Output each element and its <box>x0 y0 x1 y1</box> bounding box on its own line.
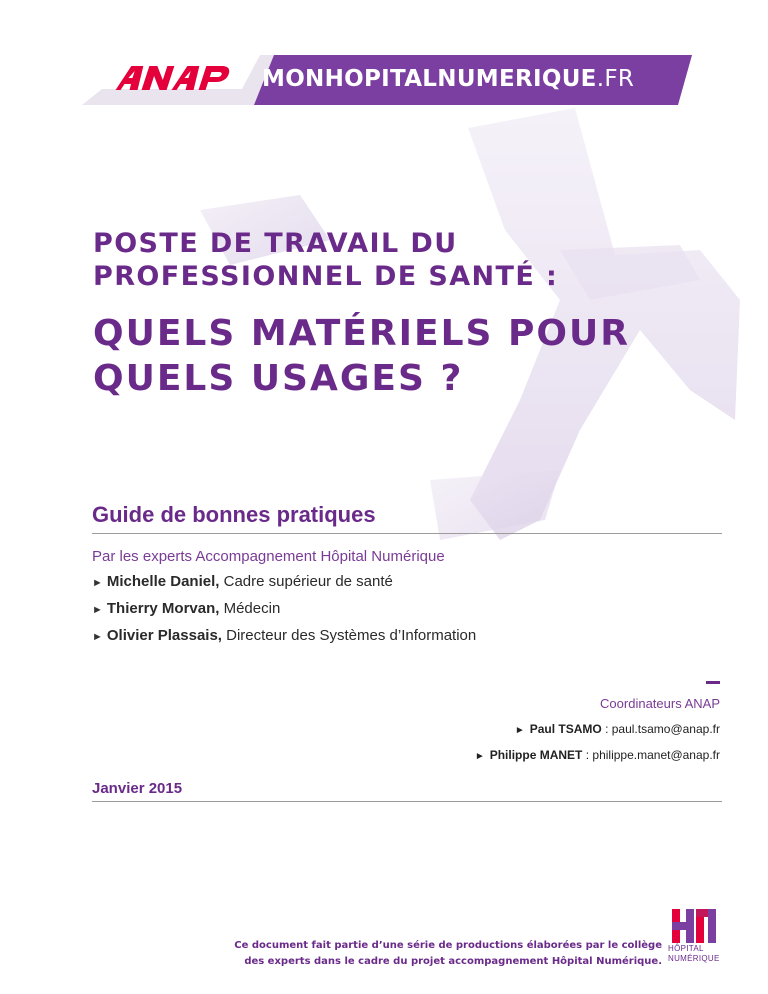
triangle-bullet-icon: ► <box>92 577 103 589</box>
triangle-bullet-icon: ► <box>92 604 103 616</box>
expert-item: ► Thierry Morvan, Médecin <box>92 600 281 617</box>
hopital-numerique-logo-text: HÔPITAL NUMÉRIQUE <box>668 944 720 963</box>
site-name: MONHOPITALNUMERIQUE.FR <box>262 66 635 92</box>
triangle-bullet-icon: ► <box>92 631 103 643</box>
divider <box>92 533 722 534</box>
guide-heading: Guide de bonnes pratiques <box>92 502 376 527</box>
experts-intro: Par les experts Accompagnement Hôpital Numérique <box>92 548 445 565</box>
footer-note: Ce document fait partie d’une série de productions élaborées par le collège des experts dans le cadre du projet accompagnement Hôpital Numérique. <box>234 940 662 967</box>
anap-logo <box>110 64 240 92</box>
triangle-bullet-icon: ► <box>474 751 485 762</box>
document-title-line-2: QUELS MATÉRIELS POUR QUELS USAGES ? <box>93 313 630 399</box>
triangle-bullet-icon: ► <box>514 725 525 736</box>
coordinator-item: ► Paul TSAMO : paul.tsamo@anap.fr <box>514 722 720 736</box>
expert-item: ► Olivier Plassais, Directeur des Systèmes d’Information <box>92 627 477 644</box>
accent-dash <box>706 681 720 684</box>
coordinators-heading: Coordinateurs ANAP <box>600 696 720 711</box>
expert-item: ► Michelle Daniel, Cadre supérieur de santé <box>92 573 393 590</box>
divider <box>92 801 722 802</box>
coordinator-item: ► Philippe MANET : philippe.manet@anap.fr <box>474 748 720 762</box>
document-title-line-1: POSTE DE TRAVAIL DU PROFESSIONNEL DE SANTÉ : <box>93 228 559 292</box>
hopital-numerique-logo <box>668 905 718 945</box>
publication-date: Janvier 2015 <box>92 780 183 797</box>
